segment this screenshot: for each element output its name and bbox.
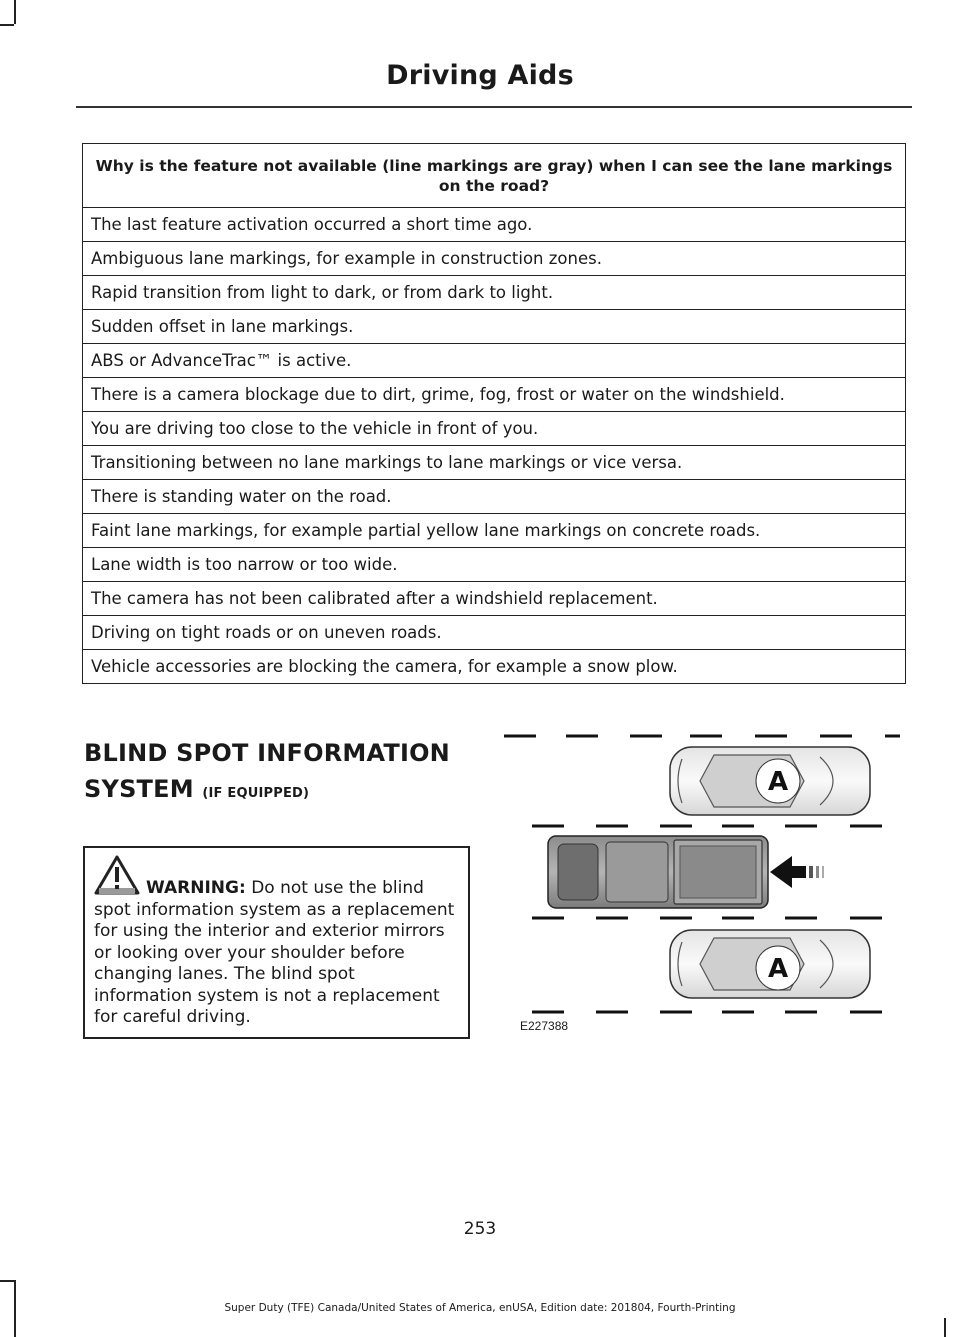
table-row: Vehicle accessories are blocking the camera, for example a snow plow. (83, 650, 906, 684)
warning-text: Do not use the blind spot information system as a replacement for using the interior and exterior mirrors or looking over your shoulder before changing lanes. The blind spot information system is not a replacement for careful driving. (94, 878, 455, 1027)
section-title-text: BLIND SPOT INFORMATION SYSTEM (84, 739, 450, 803)
figure-reference: E227388 (520, 1019, 569, 1033)
callout-a-top: A (767, 767, 789, 797)
table-row: Sudden offset in lane markings. (83, 310, 906, 344)
header-divider (76, 106, 912, 108)
table-row: Transitioning between no lane markings to lane markings or vice versa. (83, 446, 906, 480)
page-number: 253 (463, 1219, 497, 1239)
truck (548, 836, 768, 908)
crop-mark (0, 1280, 14, 1282)
table-row: There is a camera blockage due to dirt, grime, fog, frost or water on the windshield. (83, 378, 906, 412)
table-row: Lane width is too narrow or too wide. (83, 548, 906, 582)
warning-triangle-icon (93, 854, 141, 896)
callout-a-bottom: A (767, 954, 789, 984)
faq-table-header: Why is the feature not available (line markings are gray) when I can see the lane markings on the road? (83, 144, 906, 208)
blind-spot-diagram (500, 720, 900, 1050)
table-row: There is standing water on the road. (83, 480, 906, 514)
table-row: You are driving too close to the vehicle in front of you. (83, 412, 906, 446)
table-row: The last feature activation occurred a short time ago. (83, 208, 906, 242)
page-header-title: Driving Aids (386, 60, 574, 91)
table-row: Rapid transition from light to dark, or from dark to light. (83, 276, 906, 310)
faq-table (82, 143, 906, 684)
warning-label: WARNING: (146, 878, 246, 898)
table-row: ABS or AdvanceTrac™ is active. (83, 344, 906, 378)
table-row: The camera has not been calibrated after a windshield replacement. (83, 582, 906, 616)
table-row: Ambiguous lane markings, for example in construction zones. (83, 242, 906, 276)
warning-box (83, 846, 470, 1039)
footer-edition-text: Super Duty (TFE) Canada/United States of America, enUSA, Edition date: 201804, Fourth-Printing (224, 1302, 736, 1314)
approach-arrow-icon (770, 856, 824, 888)
section-heading (84, 735, 484, 812)
table-row: Driving on tight roads or on uneven roads. (83, 616, 906, 650)
crop-mark (0, 24, 14, 26)
table-row: Faint lane markings, for example partial yellow lane markings on concrete roads. (83, 514, 906, 548)
section-qualifier: (IF EQUIPPED) (202, 786, 310, 801)
crop-mark (944, 1318, 946, 1337)
crop-mark (14, 0, 16, 24)
